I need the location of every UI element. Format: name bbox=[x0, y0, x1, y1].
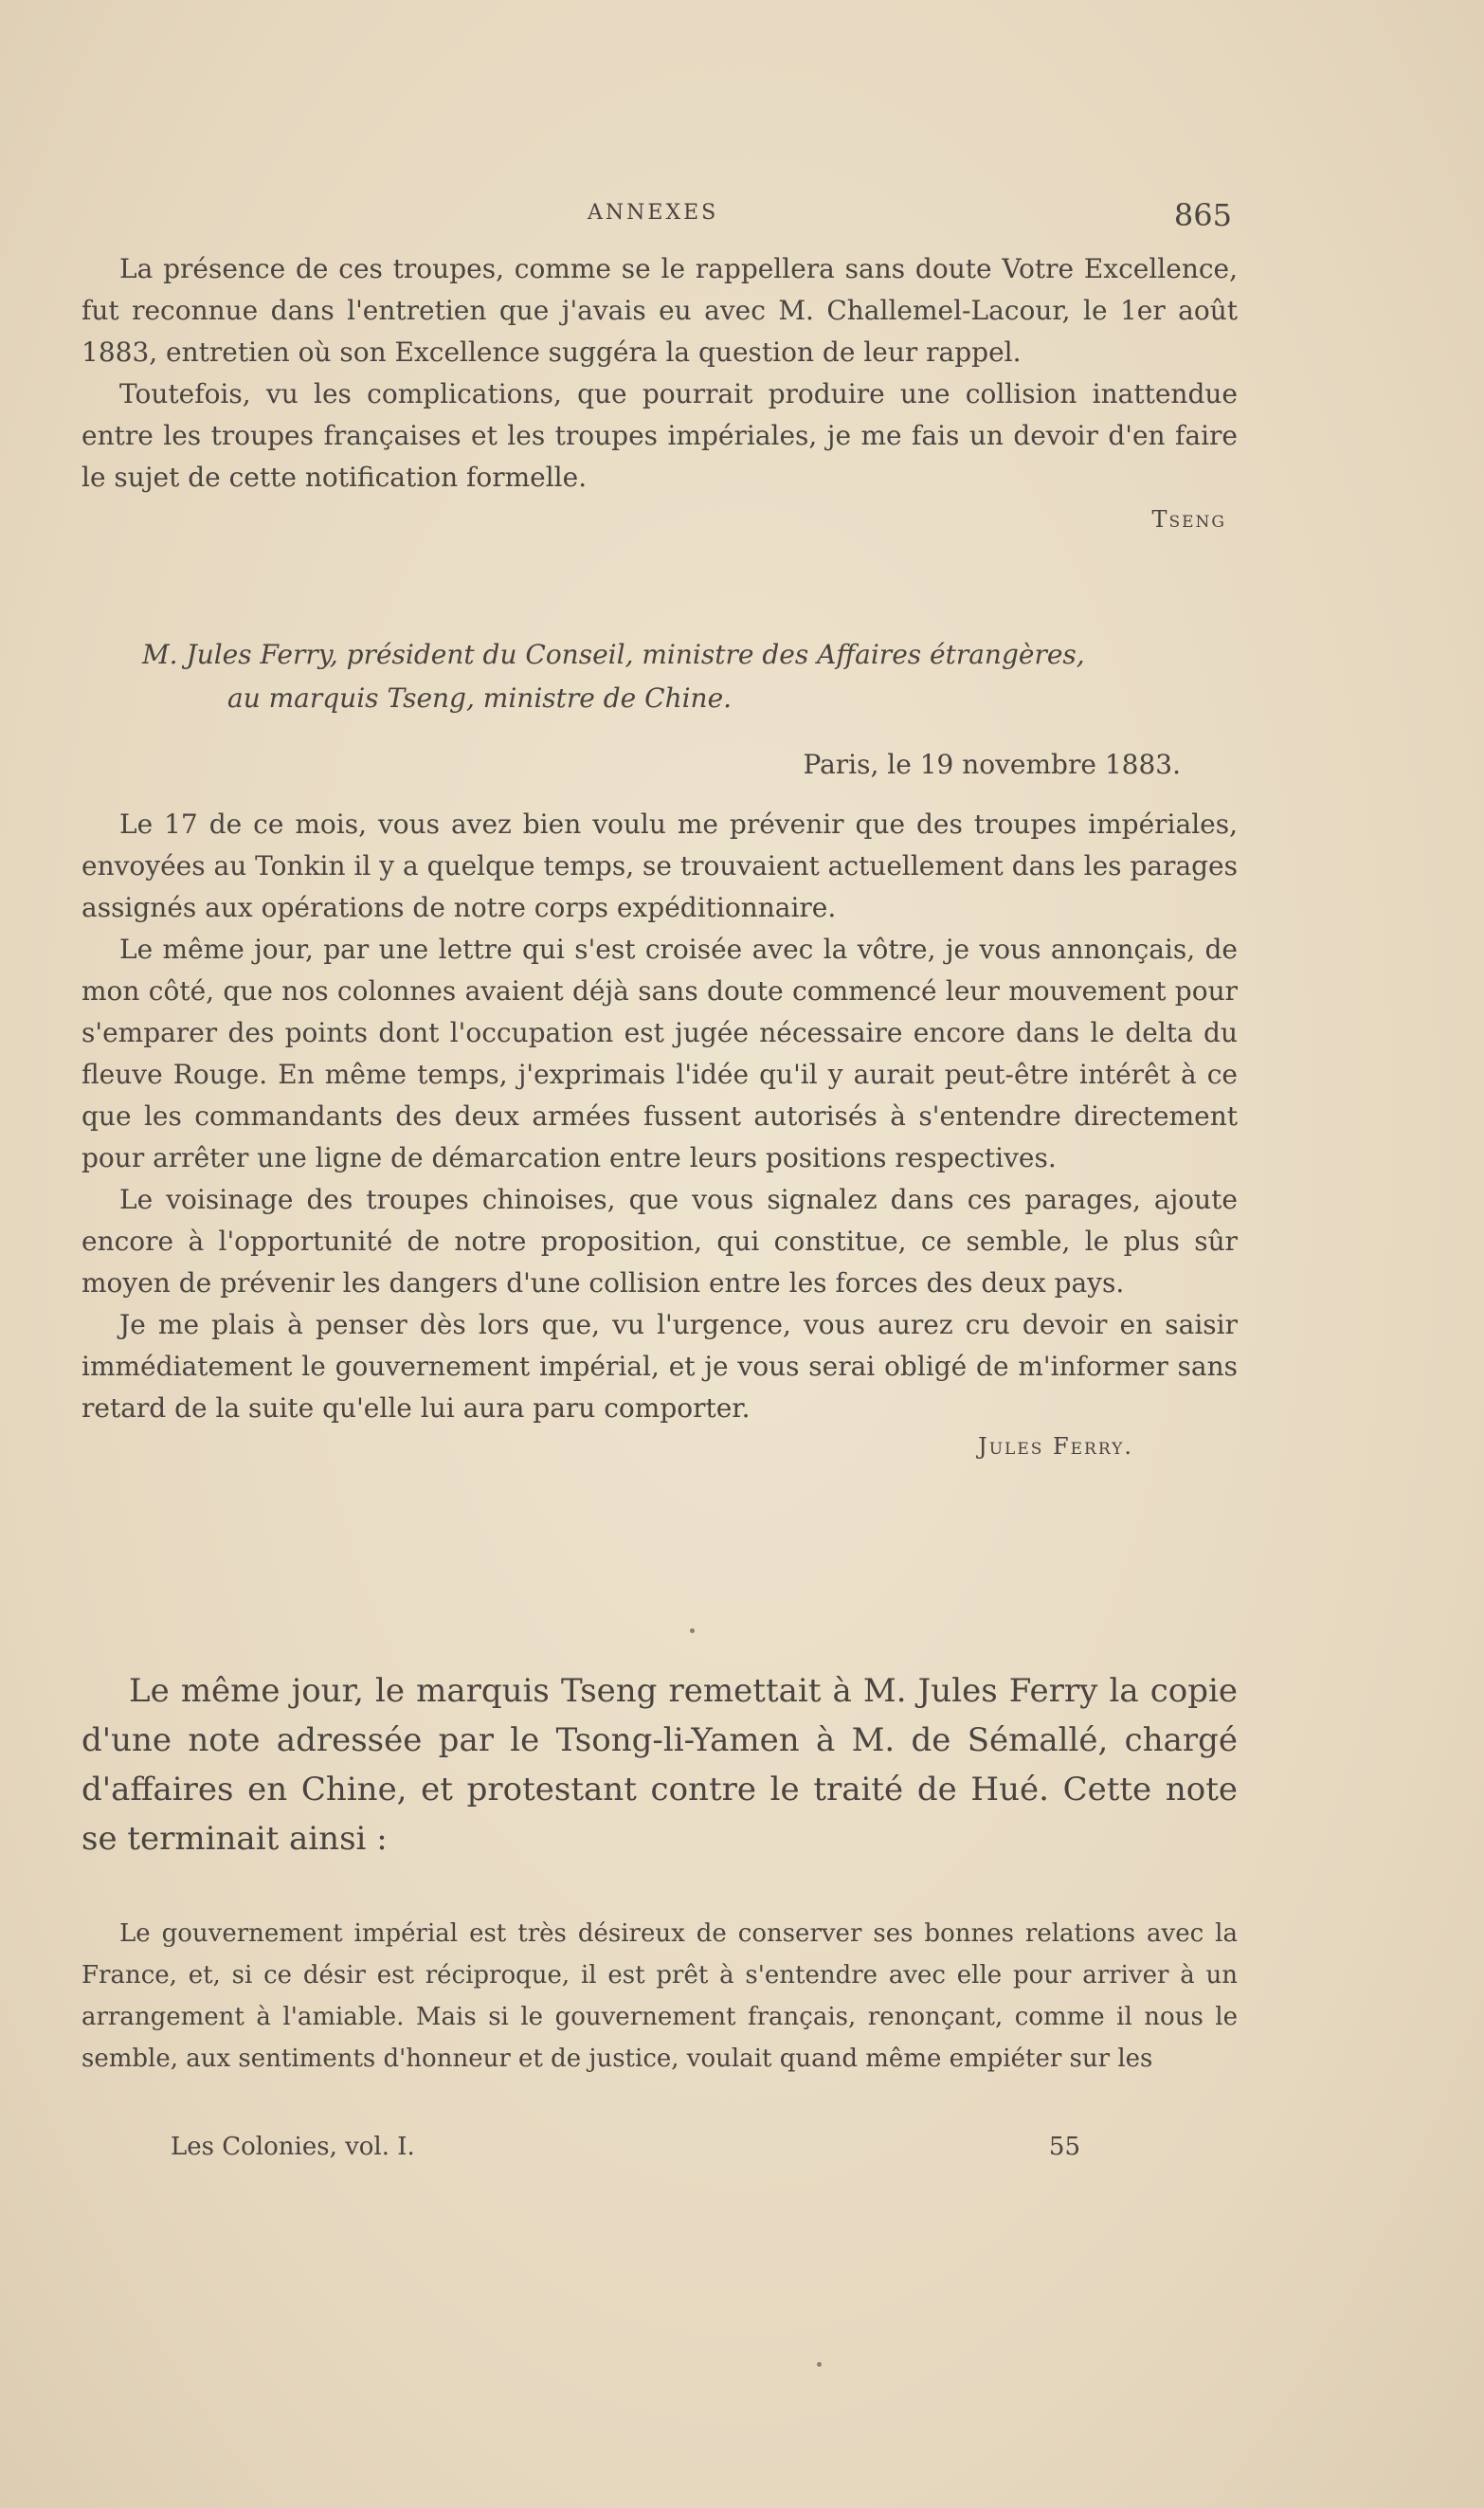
paper-speck bbox=[817, 2362, 822, 2367]
letter-tseng bbox=[81, 248, 1238, 533]
page-number: 865 bbox=[1173, 197, 1232, 233]
letter2-paragraph-2: Le même jour, par une lettre qui s'est croisée avec la vôtre, je vous annonçais, de mon côté, que nos colonnes avaient déjà sans doute commencé leur mouvement pour s'emparer des points dont l'occupation est jugée nécessaire encore dans le delta du fleuve Rouge. En même temps, j'exprimais l'idée qu'il y aurait peut-être intérêt à ce que les commandants des deux armées fussent autorisés à s'entendre directement pour arrêter une ligne de démarcation entre leurs positions respectives. bbox=[81, 934, 1238, 1173]
footer-volume: Les Colonies, vol. I. bbox=[171, 2133, 415, 2161]
letter2-paragraph-4: Je me plais à penser dès lors que, vu l'urgence, vous aurez cru devoir en saisir immédiatement le gouvernement impérial, et je vous serai obligé de m'informer sans retard de la suite qu'elle lui aura paru comporter. bbox=[81, 1309, 1238, 1424]
letter2-date-block bbox=[81, 749, 1238, 780]
letter2-date: Paris, le 19 novembre 1883. bbox=[803, 749, 1181, 780]
paper-speck bbox=[690, 1628, 695, 1633]
letter-ferry bbox=[81, 804, 1238, 1460]
letter2-heading-line1: M. Jules Ferry, président du Conseil, ministre des Affaires étrangères, bbox=[142, 639, 1085, 670]
letter2-signature: Jules Ferry. bbox=[978, 1433, 1133, 1460]
letter1-paragraph-2: Toutefois, vu les complications, que pourrait produire une collision inattendue entre les troupes françaises et les troupes impériales, je me fais un devoir d'en faire le sujet de cette notification formelle. bbox=[81, 378, 1238, 493]
footer-signature-mark: 55 bbox=[1048, 2133, 1080, 2161]
letter2-heading bbox=[142, 633, 1232, 720]
letter2-paragraph-3: Le voisinage des troupes chinoises, que vous signalez dans ces parages, ajoute encore à l'opportunité de notre proposition, qui constitue, ce semble, le plus sûr moyen de prévenir les dangers d'une collision entre les forces des deux pays. bbox=[81, 1184, 1238, 1299]
letter2-heading-line2: au marquis Tseng, ministre de Chine. bbox=[227, 682, 733, 714]
header-title: ANNEXES bbox=[588, 201, 719, 225]
narrative-paragraph: Le même jour, le marquis Tseng remettait à M. Jules Ferry la copie d'une note adressée par le Tsong-li-Yamen à M. de Sémallé, chargé d'affaires en Chine, et protestant contre le traité de Hué. Cette note se terminait ainsi : bbox=[81, 1672, 1238, 1858]
quote-paragraph: Le gouvernement impérial est très désireux de conserver ses bonnes relations avec la France, et, si ce désir est réciproque, il est prêt à s'entendre avec elle pour arriver à un arrangement à l'amiable. Mais si le gouvernement français, renonçant, comme il nous le semble, aux sentiments d'honneur et de justice, voulait quand même empiéter sur les bbox=[81, 1919, 1238, 2073]
page-footer bbox=[171, 2133, 1118, 2171]
running-header bbox=[85, 197, 1232, 235]
narrative bbox=[81, 1666, 1238, 1863]
quoted-note bbox=[81, 1913, 1238, 2080]
letter1-paragraph-1: La présence de ces troupes, comme se le rappellera sans doute Votre Excellence, fut reconnue dans l'entretien que j'avais eu avec M. Challemel-Lacour, le 1er août 1883, entretien où son Excellence suggéra la question de leur rappel. bbox=[81, 253, 1238, 368]
letter1-signature: Tseng bbox=[1151, 506, 1226, 533]
letter2-paragraph-1: Le 17 de ce mois, vous avez bien voulu me prévenir que des troupes impériales, envoyées au Tonkin il y a quelque temps, se trouvaient actuellement dans les parages assignés aux opérations de notre corps expéditionnaire. bbox=[81, 809, 1238, 923]
